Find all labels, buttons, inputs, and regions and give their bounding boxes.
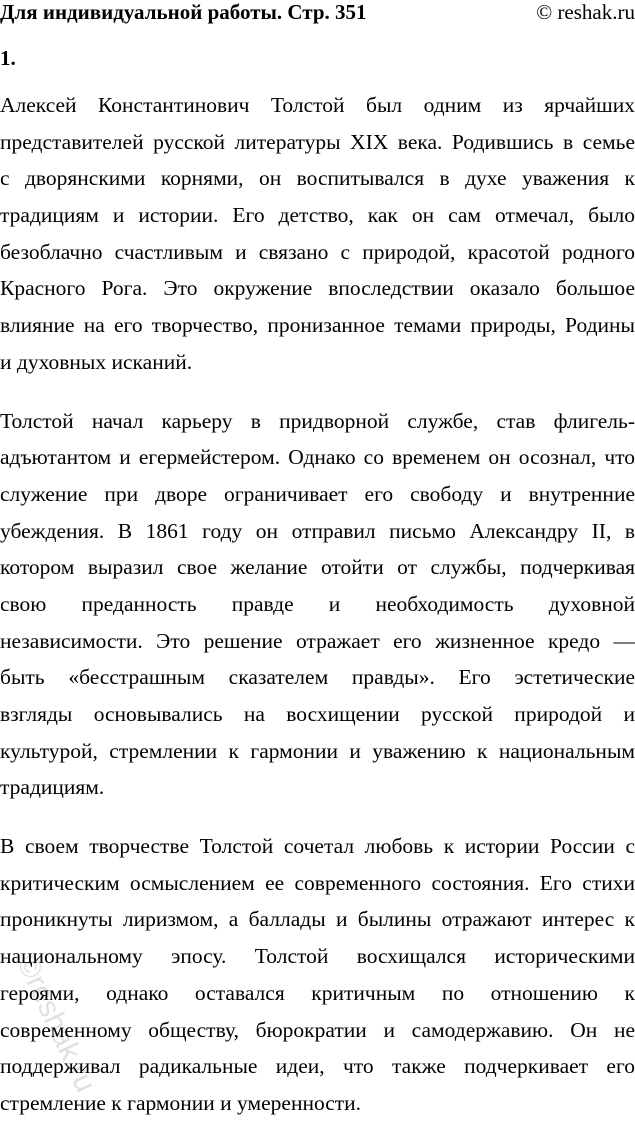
text-line: быть «бесстрашным сказателем правды». Его эстетические — [0, 665, 635, 690]
text-line: Красного Рога. Это окружение впоследствии оказало большое — [0, 276, 635, 301]
page-header — [0, 0, 635, 26]
document-body — [0, 87, 635, 1144]
text-line: проникнуты лиризмом, а баллады и былины отражают интерес к — [0, 907, 635, 932]
paragraph — [0, 87, 635, 381]
paragraph — [0, 403, 635, 807]
page-title: Для индивидуальной работы. Стр. 351 — [0, 0, 367, 24]
watermark: ©reshak.ru — [10, 950, 103, 1098]
text-line: служение при дворе ограничивает его свободу и внутренние — [0, 481, 635, 506]
text-line: свою преданность правде и необходимость духовной — [0, 591, 635, 616]
text-line: героями, однако оставался критичным по отношению к — [0, 980, 635, 1005]
text-line: представителей русской литературы XIX века. Родившись в семье — [0, 129, 635, 154]
text-line: культурой, стремлении к гармонии и уважению к национальным — [0, 738, 635, 763]
text-line: традициям и истории. Его детство, как он сам отмечал, было — [0, 203, 635, 228]
text-line: В своем творчестве Толстой сочетал любовь к истории России с — [0, 834, 635, 859]
text-line: современному обществу, бюрократии и самодержавию. Он не — [0, 1017, 635, 1042]
text-line: взгляды основывались на восхищении русской природой и — [0, 702, 635, 726]
text-line: безоблачно счастливым и связано с природой, красотой родного — [0, 239, 635, 264]
text-line: Алексей Константинович Толстой был одним из ярчайших — [0, 93, 635, 117]
text-line: традициям. — [0, 775, 105, 800]
text-line: убеждения. В 1861 году он отправил письмо Александру II, в — [0, 518, 635, 543]
text-line: с дворянскими корнями, он воспитывался в духе уважения к — [0, 166, 635, 191]
text-line: котором выразил свое желание отойти от службы, подчеркивая — [0, 555, 635, 580]
task-number: 1. — [0, 46, 16, 70]
text-line: критическим осмыслением ее современного состояния. Его стихи — [0, 870, 635, 895]
paragraph — [0, 828, 635, 1122]
text-line: адъютантом и егермейстером. Однако со временем он осознал, что — [0, 445, 635, 470]
text-line: Толстой начал карьеру в придворной службе, став флигель- — [0, 408, 635, 433]
text-line: и духовных исканий. — [0, 349, 193, 374]
text-line: стремление к гармонии и умеренности. — [0, 1090, 362, 1115]
text-line: независимости. Это решение отражает его жизненное кредо — — [0, 628, 635, 653]
text-line: влияние на его творчество, пронизанное темами природы, Родины — [0, 313, 635, 338]
copyright-label: © reshak.ru — [536, 0, 635, 24]
text-line: национальному эпосу. Толстой восхищался историческими — [0, 944, 635, 969]
text-line: поддерживал радикальные идеи, что также подчеркивает его — [0, 1054, 635, 1079]
